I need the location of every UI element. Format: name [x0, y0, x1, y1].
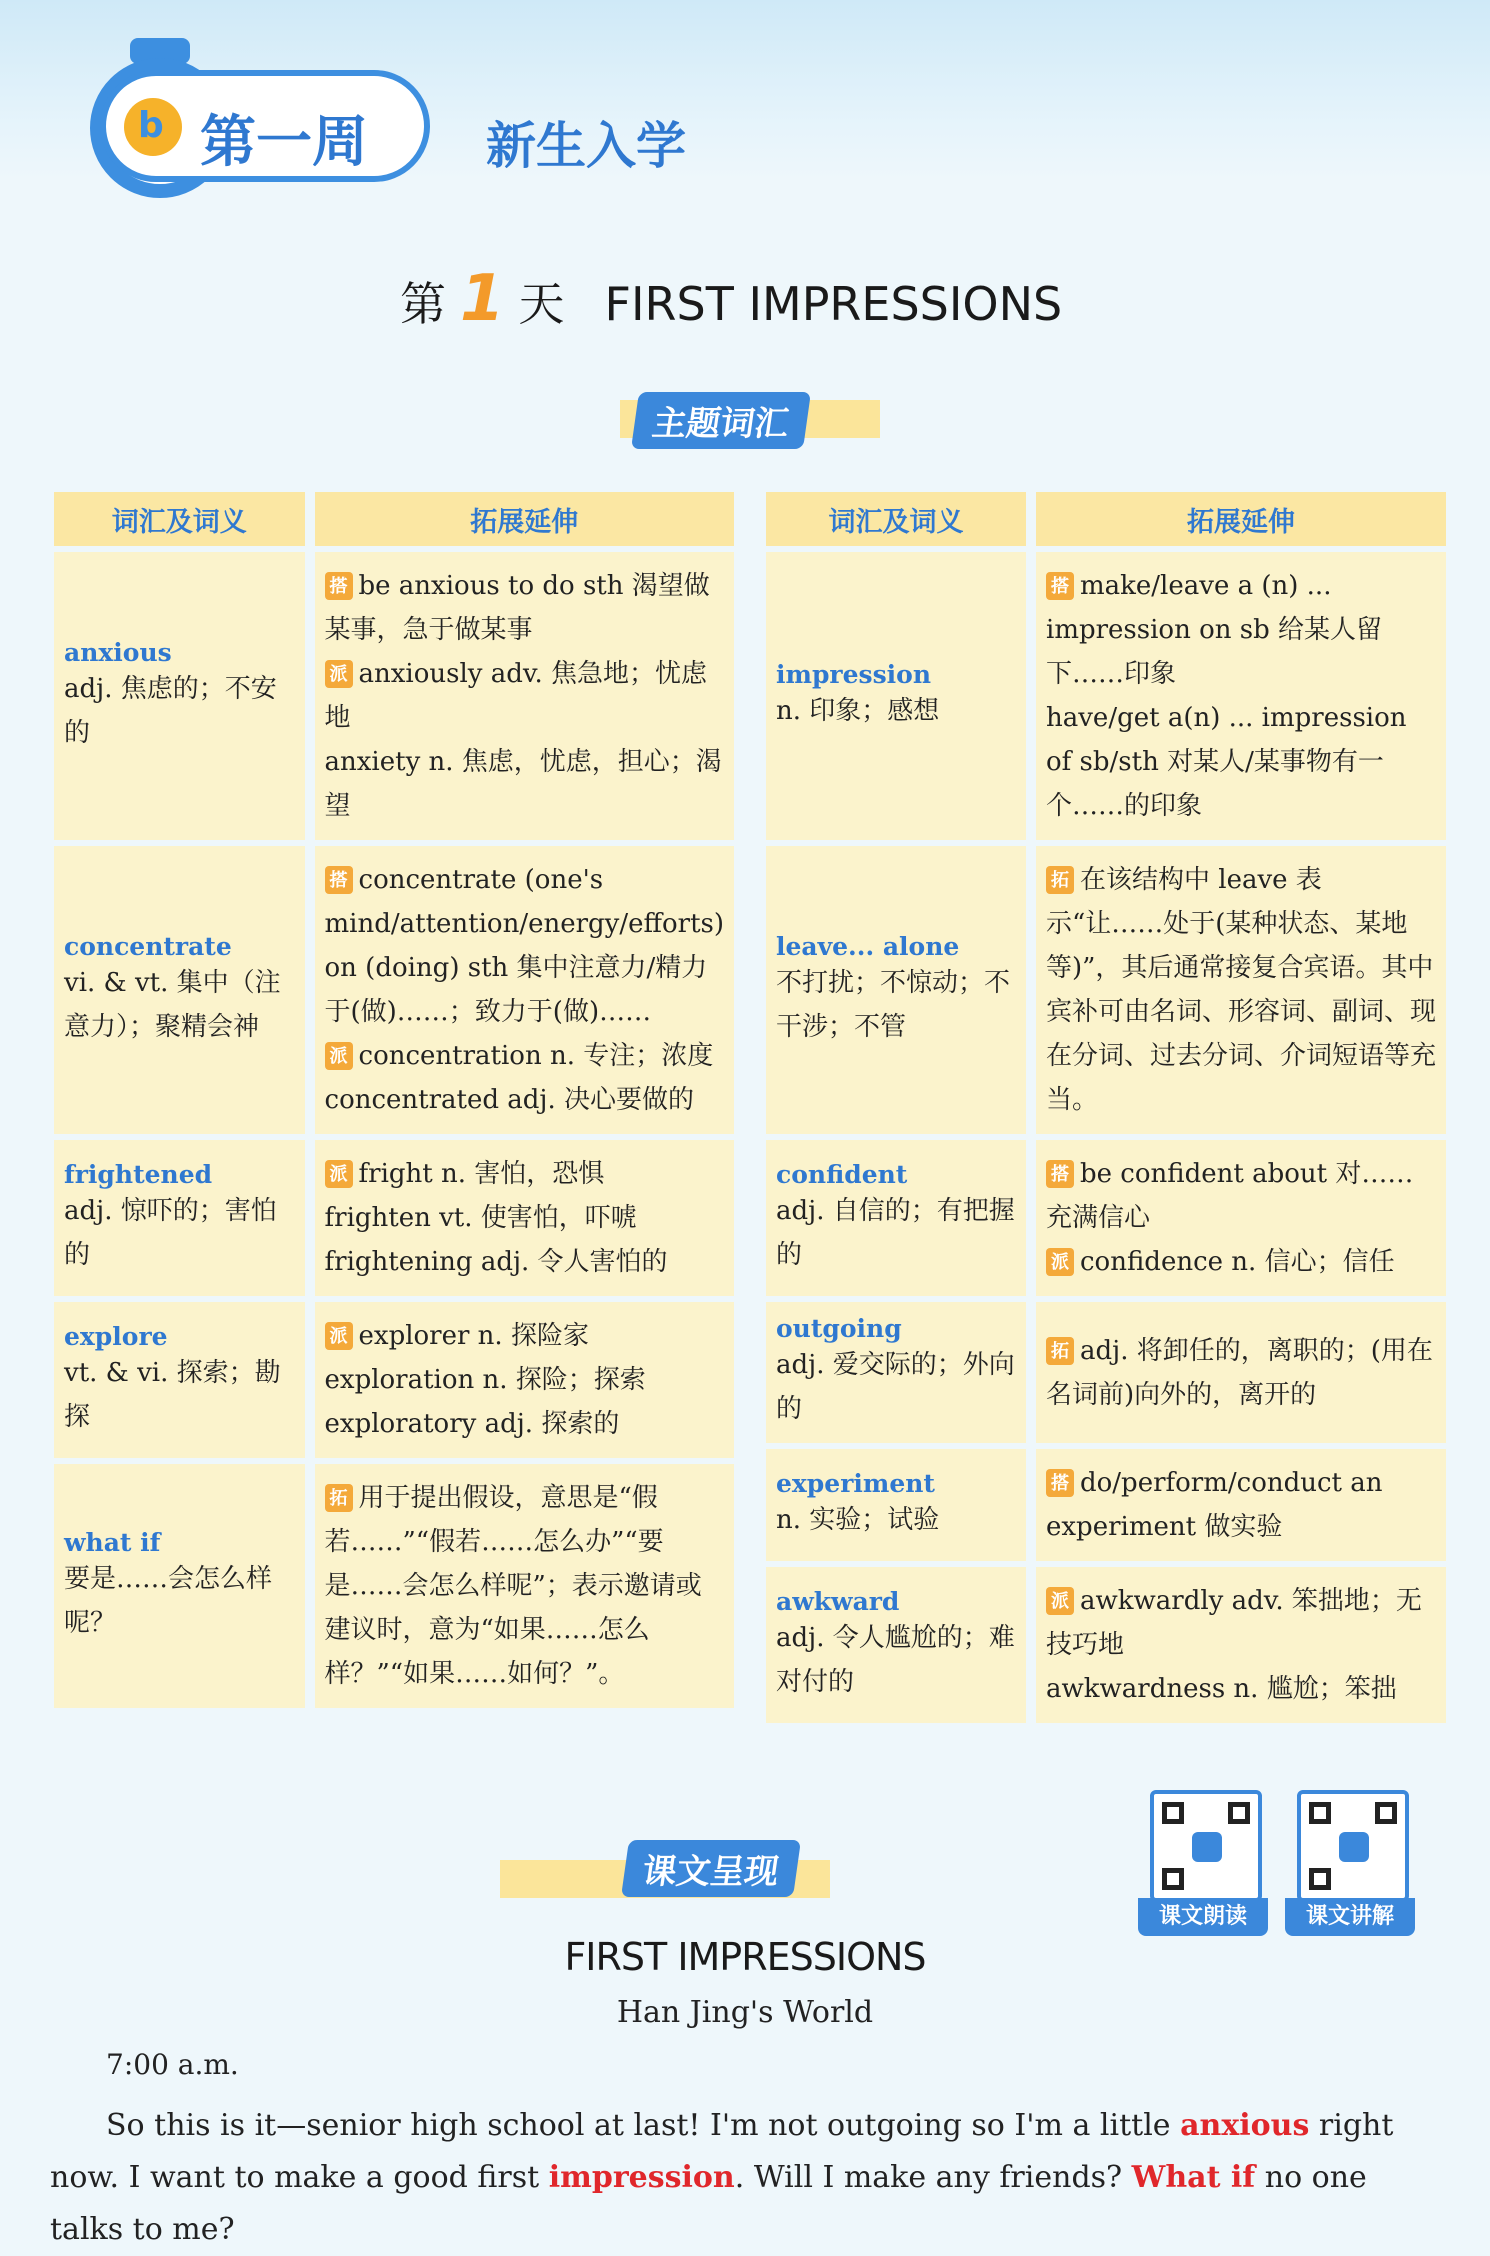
- vocab-word: concentrate: [64, 931, 232, 961]
- week-label: 第一周: [200, 110, 368, 175]
- vocab-row: [766, 552, 1446, 840]
- ext-item: [1046, 858, 1436, 1122]
- vocab-ext-cell: [315, 1140, 734, 1296]
- vocab-row: [54, 846, 734, 1134]
- vocab-word: impression: [776, 659, 932, 689]
- tag-icon: 派: [1046, 1248, 1074, 1276]
- vocab-definition: n. 印象；感想: [776, 695, 940, 726]
- tag-icon: 派: [325, 1160, 353, 1188]
- vocab-word: confident: [776, 1159, 908, 1189]
- ext-text: 在该结构中 leave 表示“让……处于(某种状态、某地等)”，其后通常接复合宾语。其中宾补可由名词、形容词、副词、现在分词、过去分词、介词短语等充当。: [1046, 865, 1437, 1115]
- ext-text: be anxious to do sth 渴望做某事，急于做某事: [324, 571, 710, 645]
- vocab-definition: adj. 焦虑的；不安的: [64, 673, 277, 748]
- vocab-word-cell: [54, 1302, 305, 1458]
- tag-icon: 搭: [325, 866, 353, 894]
- ext-text: make/leave a (n) ... impression on sb 给某人留下……印象 have/get a(n) ... impression of sb/sth 对某人/某事物有一个……的印象: [1046, 571, 1407, 821]
- ext-text: anxiously adv. 焦急地；忧虑地 anxiety n. 焦虑，忧虑，担心；渴望: [324, 659, 722, 821]
- ext-item: [1046, 564, 1436, 828]
- ext-text: do/perform/conduct an experiment 做实验: [1046, 1468, 1383, 1542]
- highlight-word: What if: [1131, 2160, 1256, 2195]
- vocab-row: [54, 552, 734, 840]
- tag-icon: 派: [1046, 1587, 1074, 1615]
- vocab-row: [54, 1140, 734, 1296]
- ext-item: [1046, 1240, 1436, 1284]
- vocab-word-cell: [766, 552, 1026, 840]
- vocab-definition: 不打扰；不惊动；不干涉；不管: [776, 967, 1011, 1042]
- vocab-ext-cell: [1036, 1567, 1446, 1723]
- ext-text: awkwardly adv. 笨拙地；无技巧地 awkwardness n. 尴尬；笨拙: [1046, 1586, 1422, 1704]
- vocab-ext-cell: [1036, 1140, 1446, 1296]
- ext-item: [1046, 1152, 1436, 1240]
- vocab-word-cell: [766, 846, 1026, 1134]
- week-theme: 新生入学: [486, 117, 686, 175]
- highlight-word: anxious: [1180, 2108, 1310, 2143]
- vocab-word: experiment: [776, 1468, 935, 1498]
- tag-icon: 搭: [325, 572, 353, 600]
- vocab-definition: vi. & vt. 集中（注意力）；聚精会神: [64, 967, 281, 1042]
- tag-icon: 拓: [1046, 866, 1074, 894]
- vocab-ext-cell: [315, 552, 734, 840]
- vocab-word-cell: [54, 846, 305, 1134]
- vocab-definition: adj. 爱交际的；外向的: [776, 1350, 1015, 1424]
- ext-text: explorer n. 探险家 exploration n. 探险；探索 exploratory adj. 探索的: [324, 1321, 646, 1439]
- vocab-ext-cell: [315, 1302, 734, 1458]
- vocab-word-cell: [766, 1567, 1026, 1723]
- passage-title: FIRST IMPRESSIONS: [564, 1935, 926, 1979]
- ext-item: [1046, 1329, 1436, 1417]
- qr-label-explain: 课文讲解: [1285, 1898, 1415, 1936]
- vocab-word-cell: [54, 1140, 305, 1296]
- vocab-definition: adj. 令人尴尬的；难对付的: [776, 1622, 1015, 1697]
- vocab-word-cell: [54, 552, 305, 840]
- passage-paragraph: So this is it—senior high school at last! I'm not outgoing so I'm a little anxious right now. I want to make a good first impression. Will I make any friends? What if no one talks to me?: [50, 2108, 1394, 2247]
- vocab-word-cell: [766, 1140, 1026, 1296]
- ext-item: [1046, 1579, 1436, 1711]
- vocab-word-cell: [54, 1464, 305, 1708]
- vocab-row: [766, 1302, 1446, 1443]
- tag-icon: 拓: [325, 1484, 353, 1512]
- ext-item: [325, 1476, 724, 1696]
- vocab-row: [766, 1140, 1446, 1296]
- tag-icon: 派: [325, 1042, 353, 1070]
- vocab-definition: adj. 惊吓的；害怕的: [64, 1195, 277, 1270]
- vocab-row: [766, 846, 1446, 1134]
- ext-text: confidence n. 信心；信任: [1080, 1247, 1395, 1277]
- highlight-word: impression: [548, 2160, 735, 2195]
- vocab-word: anxious: [64, 637, 172, 667]
- vocab-row: [54, 1302, 734, 1458]
- passage-time: 7:00 a.m.: [106, 2048, 239, 2081]
- ext-item: [325, 652, 724, 828]
- vocab-word: explore: [64, 1321, 168, 1351]
- tag-icon: 搭: [1046, 1469, 1074, 1497]
- tag-icon: 派: [325, 660, 353, 688]
- day-title: 第 1 天 FIRST IMPRESSIONS: [400, 262, 1063, 336]
- ext-item: [325, 1034, 724, 1122]
- ext-text: be confident about 对……充满信心: [1046, 1159, 1414, 1233]
- logo-icon: b: [124, 98, 182, 156]
- ext-text: concentration n. 专注；浓度 concentrated adj. 决心要做的: [324, 1041, 714, 1115]
- vocab-word: what if: [64, 1527, 161, 1557]
- ext-item: [325, 564, 724, 652]
- vocab-word: leave... alone: [776, 931, 960, 961]
- qr-label-read: 课文朗读: [1138, 1898, 1268, 1936]
- tag-icon: 搭: [1046, 572, 1074, 600]
- passage-subtitle: Han Jing's World: [616, 1995, 874, 2030]
- ext-text: concentrate (one's mind/attention/energy/efforts) on (doing) sth 集中注意力/精力于(做)……；致力于(做)……: [324, 865, 724, 1027]
- vocab-definition: adj. 自信的；有把握的: [776, 1195, 1015, 1270]
- vocab-ext-cell: [315, 846, 734, 1134]
- play-icon: [1192, 1832, 1222, 1862]
- ext-text: 用于提出假设，意思是“假若……”“假若……怎么办”“要是……会怎么样呢”；表示邀请或建议时，意为“如果……怎么样？”“如果……如何？”。: [324, 1483, 702, 1689]
- ext-item: [1046, 1461, 1436, 1549]
- section-title-vocab: 主题词汇: [631, 392, 811, 449]
- qr-code-explain[interactable]: [1297, 1790, 1409, 1902]
- section-title-text: 课文呈现: [621, 1840, 801, 1897]
- vocab-ext-cell: [315, 1464, 734, 1708]
- col-header-word: 词汇及词义: [766, 492, 1026, 546]
- vocab-word: awkward: [776, 1586, 900, 1616]
- tag-icon: 派: [325, 1322, 353, 1350]
- vocab-definition: n. 实验；试验: [776, 1504, 940, 1535]
- vocab-row: [766, 1567, 1446, 1723]
- vocab-table-right: [756, 486, 1456, 1729]
- col-header-ext: 拓展延伸: [1036, 492, 1446, 546]
- tag-icon: 拓: [1046, 1337, 1074, 1365]
- vocab-definition: vt. & vi. 探索；勘探: [64, 1357, 281, 1432]
- tag-icon: 搭: [1046, 1160, 1074, 1188]
- ext-text: fright n. 害怕，恐惧 frighten vt. 使害怕，吓唬 frightening adj. 令人害怕的: [324, 1159, 668, 1277]
- ext-text: adj. 将卸任的，离职的；(用在名词前)向外的，离开的: [1046, 1335, 1433, 1410]
- ext-item: [325, 858, 724, 1034]
- col-header-ext: 拓展延伸: [315, 492, 734, 546]
- ext-item: [325, 1152, 724, 1284]
- vocab-definition: 要是……会怎么样呢？: [64, 1563, 273, 1638]
- vocab-word-cell: [766, 1302, 1026, 1443]
- vocab-word: outgoing: [776, 1314, 902, 1343]
- vocab-row: [54, 1464, 734, 1708]
- vocab-word-cell: [766, 1449, 1026, 1561]
- vocab-word: frightened: [64, 1159, 213, 1189]
- vocab-table-left: [44, 486, 744, 1714]
- vocab-ext-cell: [1036, 1302, 1446, 1443]
- play-icon: [1339, 1832, 1369, 1862]
- vocab-ext-cell: [1036, 1449, 1446, 1561]
- col-header-word: 词汇及词义: [54, 492, 305, 546]
- qr-code-read[interactable]: [1150, 1790, 1262, 1902]
- vocab-row: [766, 1449, 1446, 1561]
- ext-item: [325, 1314, 724, 1446]
- vocab-ext-cell: [1036, 552, 1446, 840]
- vocab-ext-cell: [1036, 846, 1446, 1134]
